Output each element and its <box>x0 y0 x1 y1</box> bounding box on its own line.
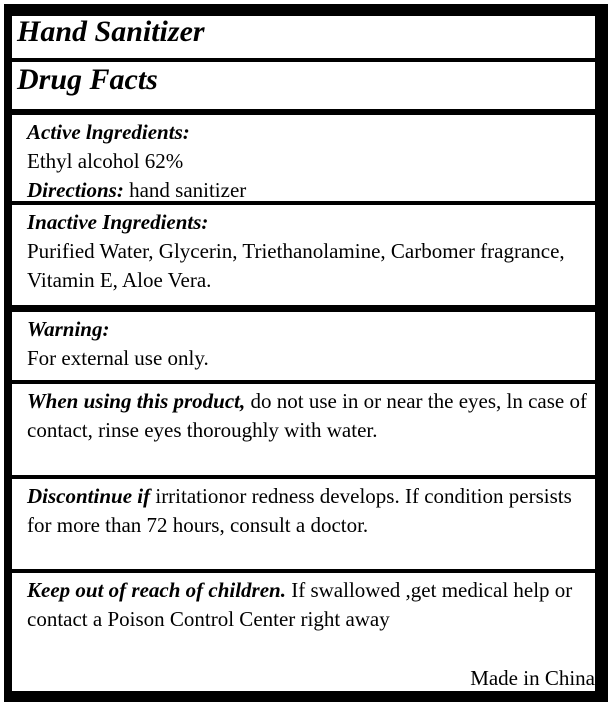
keep-out-heading: Keep out of reach of children. <box>27 578 286 602</box>
active-ingredients-section <box>12 115 595 201</box>
keep-out-text: If swallowed ,get medical help or contact a Poison Control Center right away <box>27 578 573 631</box>
when-using-section <box>12 384 595 475</box>
inactive-ingredients-section <box>12 205 595 305</box>
product-name: Hand Sanitizer <box>17 15 205 48</box>
discontinue-text: irritationor redness develops. If condition persists for more than 72 hours, consult a doctor. <box>27 484 572 537</box>
warning-section <box>12 312 595 380</box>
active-ingredients-text: Ethyl alcohol 62% <box>27 149 184 173</box>
directions-text: hand sanitizer <box>123 178 247 202</box>
discontinue-heading: Discontinue if <box>27 484 151 508</box>
keep-out-section <box>12 573 595 691</box>
inactive-ingredients-text: Purified Water, Glycerin, Triethanolamine, Carbomer fragrance, Vitamin E, Aloe Vera. <box>27 239 565 292</box>
drug-facts-title: Drug Facts <box>17 63 158 96</box>
made-in-country: Made in China <box>470 666 595 690</box>
when-using-text: do not use in or near the eyes, ln case of contact, rinse eyes thoroughly with water. <box>27 389 587 442</box>
discontinue-section <box>12 479 595 569</box>
when-using-heading: When using this product, <box>27 389 246 413</box>
warning-text: For external use only. <box>27 346 209 370</box>
drug-facts-title-box <box>12 62 595 109</box>
inactive-ingredients-heading: Inactive Ingredients: <box>27 210 209 234</box>
drug-facts-label <box>4 4 608 702</box>
warning-heading: Warning: <box>27 317 110 341</box>
product-name-box <box>12 16 595 58</box>
directions-heading: Directions: <box>27 178 124 202</box>
active-ingredients-heading: Active lngredients: <box>27 120 190 144</box>
